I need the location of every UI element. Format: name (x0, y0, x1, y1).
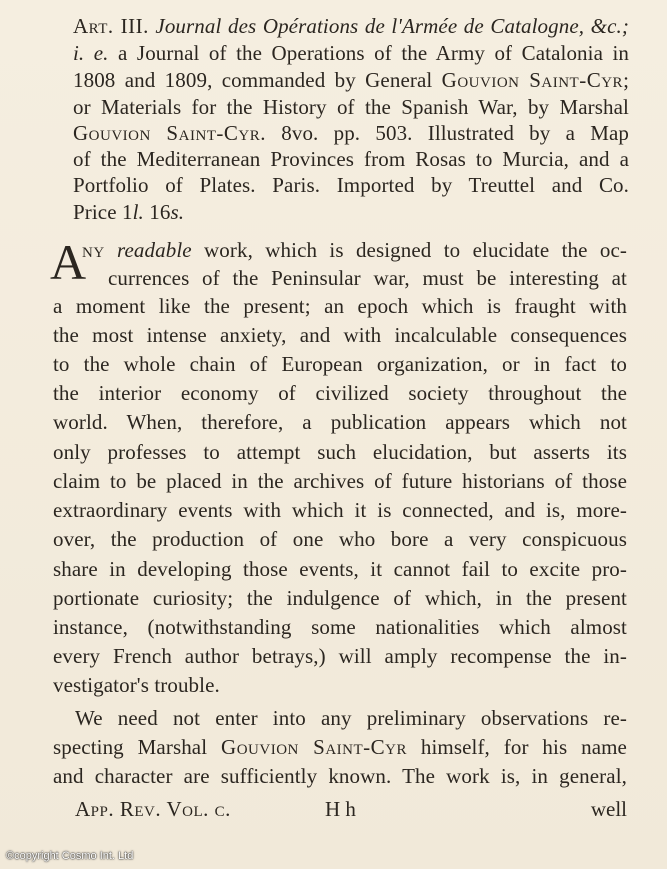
article-number: Art. III. (73, 14, 149, 38)
paragraph-1-line-2: currences of the Peninsular war, must be interesting at (108, 266, 627, 290)
article-heading-line-6: of the Mediterranean Provinces from Rosas to Murcia, and a (73, 147, 629, 171)
paragraph-1-line-12: share in developing those events, it cannot fail to excite pro- (53, 557, 627, 581)
paragraph-1-line-15: every French author betrays,) will amply recompense the in- (53, 644, 627, 668)
paragraph-1-line-10: extraordinary events with which it is connected, and is, more- (53, 498, 627, 522)
paragraph-1-line-14: instance, (notwithstanding some nationalities which almost (53, 615, 627, 639)
page-footer (75, 797, 627, 823)
drop-cap: A (50, 234, 87, 290)
paragraph-1-line-7: world. When, therefore, a publication appears which not (53, 410, 627, 434)
catchword: well (590, 797, 627, 821)
article-heading-line-5: Gouvion Saint-Cyr. 8vo. pp. 503. Illustrated by a Map (73, 121, 629, 145)
article-heading-line-4: or Materials for the History of the Spanish War, by Marshal (73, 95, 629, 119)
paragraph-2-line-1: We need not enter into any preliminary observations re- (75, 706, 627, 730)
signature-line: App. Rev. Vol. c. (75, 797, 231, 821)
article-heading-line-1 (73, 14, 629, 38)
paragraph-1-line-6: the interior economy of civilized society throughout the (53, 381, 627, 405)
article-price-line: Price 1l. 16s. (73, 200, 185, 224)
article-heading-line-3: 1808 and 1809, commanded by General Gouvion Saint-Cyr; (73, 68, 629, 92)
author-name: Gouvion Saint-Cyr (441, 68, 624, 92)
paragraph-2-line-3: and character are sufficiently known. The work is, in general, (53, 764, 627, 788)
article-heading-line-2: i. e. a Journal of the Operations of the Army of Catalonia in (73, 41, 630, 65)
paragraph-1-line-5: to the whole chain of European organization, or in fact to (53, 352, 627, 376)
paragraph-1-line-11: over, the production of one who bore a very conspicuous (53, 527, 627, 551)
paragraph-1-line-8: only professes to attempt such elucidation, but asserts its (53, 440, 627, 464)
paragraph-1-line-16: vestigator's trouble. (53, 673, 220, 697)
paragraph-1-line-9: claim to be placed in the archives of future historians of those (53, 469, 627, 493)
paragraph-1-line-4: the most intense anxiety, and with incalculable consequences (53, 323, 627, 347)
paragraph-1-line-1: ny readable work, which is designed to elucidate the oc- (82, 238, 628, 262)
article-heading-line-7: Portfolio of Plates. Paris. Imported by Treuttel and Co. (73, 173, 629, 197)
copyright-watermark: ©copyright Cosmo Int. Ltd (6, 850, 134, 862)
signature-mark: H h (325, 797, 356, 821)
paragraph-2-line-2: specting Marshal Gouvion Saint-Cyr himself, for his name (53, 735, 627, 759)
article-title: Journal des Opérations de l'Armée de Catalogne, &c.; (155, 14, 629, 38)
paragraph-1-line-13: portionate curiosity; the indulgence of which, in the present (53, 586, 627, 610)
paragraph-1-line-3: a moment like the present; an epoch which is fraught with (53, 294, 627, 318)
